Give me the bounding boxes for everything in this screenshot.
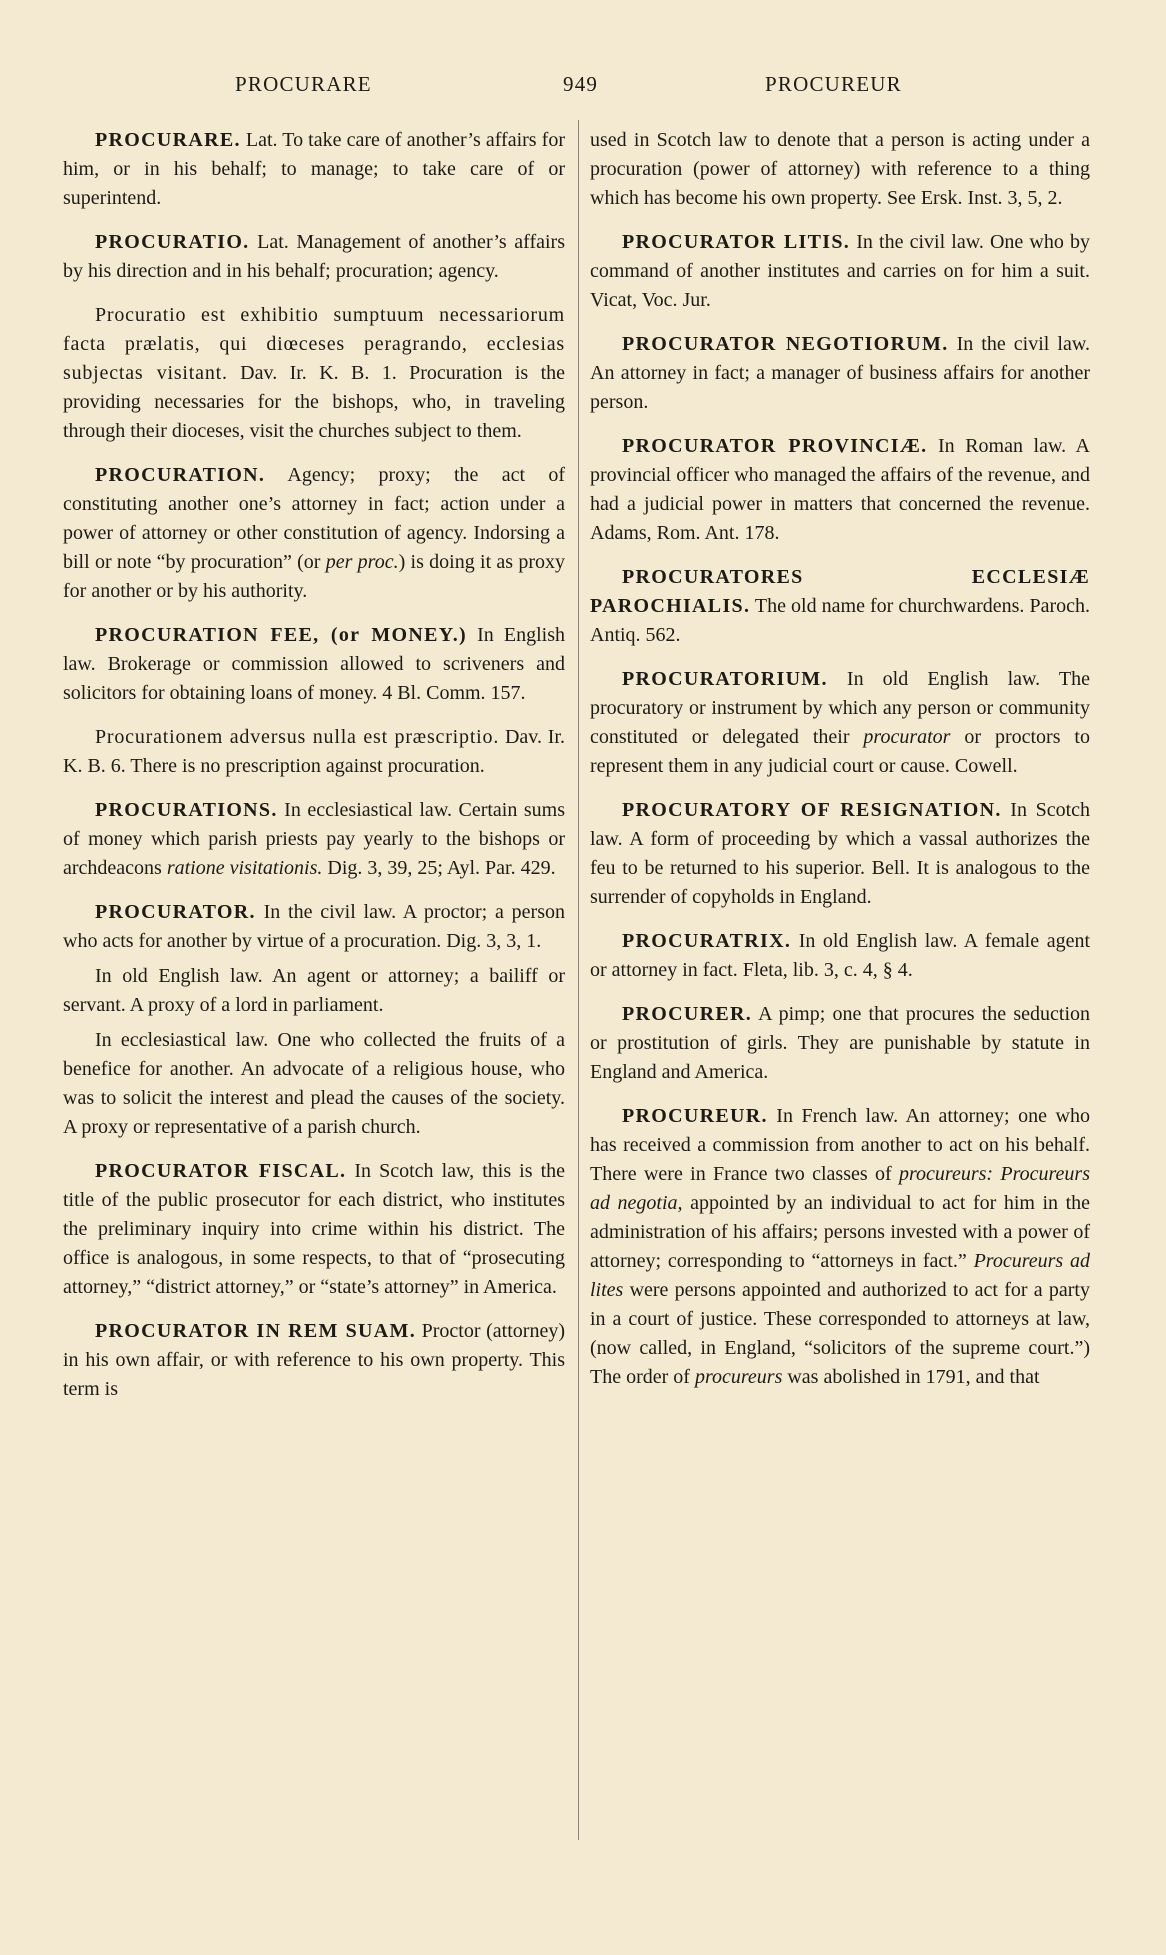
entry-definition: The old name for churchwardens. Paroch. Antiq. 562. (590, 595, 1090, 646)
entry-headword: PROCURARE. (95, 129, 241, 151)
maxim-translation: Dav. Ir. K. B. 6. There is no prescription against procuration. (63, 726, 565, 777)
entry-procuratores-ecclesiae (590, 563, 1090, 650)
entry-continuation: used in Scotch law to denote that a person is acting under a procuration (power of attorney) with reference to a thing which has become his own property. See Ersk. Inst. 3, 5, 2. (590, 129, 1090, 209)
maxim-text: Procurationem adversus nulla est præscriptio. (95, 726, 500, 748)
entry-procuration (63, 461, 565, 606)
running-head-right: PROCUREUR (765, 72, 902, 96)
entry-definition: In Roman law. A provincial officer who managed the affairs of the revenue, and had a judicial power in matters that concerned the revenue. Adams, Rom. Ant. 178. (590, 435, 1090, 544)
entry-headword: PROCURATORES ECCLESIÆ PAROCHIALIS. (590, 566, 1090, 617)
entry-definition-cont: was abolished in 1791, and that (782, 1366, 1040, 1388)
entry-headword: PROCURATOR LITIS. (622, 231, 851, 253)
entry-definition-cont: or proctors to represent them in any judicial court or cause. Cowell. (590, 726, 1090, 777)
entry-procurator-litis (590, 228, 1090, 315)
entry-headword: PROCURATOR IN REM SUAM. (95, 1320, 417, 1342)
entry-definition: Agency; proxy; the act of constituting another one’s attorney in fact; action under a power of attorney or other constitution of agency. Indorsing a bill or note “by procuration” (or (63, 464, 565, 573)
maxim-translation: Dav. Ir. K. B. 1. Procuration is the providing necessaries for the bishops, who, in traveling through their dioceses, visit the churches subject to them. (63, 362, 565, 442)
maxim-text: Procuratio est exhibitio sumptuum necessariorum facta prælatis, qui diœceses peragrando, ecclesias subjectas visitant. (63, 304, 565, 384)
entry-headword: PROCURATION FEE, (or MONEY.) (95, 624, 467, 646)
entry-definition: A pimp; one that procures the seduction or prostitution of girls. They are punishable by statute in England and America. (590, 1003, 1090, 1083)
entry-definition: In French law. An attorney; one who has received a commission from another to act on his behalf. There were in France two classes of (590, 1105, 1090, 1185)
entry-definition: In the civil law. An attorney in fact; a manager of business affairs for another person. (590, 333, 1090, 413)
entry-procurations (63, 796, 565, 883)
entry-definition: In old English law. A female agent or attorney in fact. Fleta, lib. 3, c. 4, § 4. (590, 930, 1090, 981)
entry-headword: PROCURATION. (95, 464, 266, 486)
right-column (590, 126, 1090, 1407)
entry-definition: In Scotch law, this is the title of the public prosecutor for each district, who institutes the preliminary inquiry into crime within his district. The office is analogous, in some respects, to that of “prosecuting attorney,” “district attorney,” or “state’s attorney” in America. (63, 1160, 566, 1298)
italic-term: per proc. (325, 551, 399, 573)
entry-headword: PROCURATIONS. (95, 799, 278, 821)
entry-headword: PROCURATOR FISCAL. (95, 1160, 347, 1182)
entry-procurer (590, 1000, 1090, 1087)
entry-headword: PROCUREUR. (622, 1105, 768, 1127)
entry-procurator-fiscal (63, 1157, 565, 1302)
entry-definition: Lat. To take care of another’s affairs for him, or in his behalf; to manage; to take care of or superintend. (63, 129, 565, 209)
italic-term: Procureurs ad lites (590, 1250, 1090, 1301)
entry-procurator (63, 898, 565, 956)
entry-headword: PROCURATOR. (95, 901, 256, 923)
entry-procureur (590, 1102, 1090, 1392)
entry-headword: PROCURATORIUM. (622, 668, 828, 690)
entry-headword: PROCURATORY OF RESIGNATION. (622, 799, 1002, 821)
entry-procuratorium (590, 665, 1090, 781)
left-column (63, 126, 565, 1419)
entry-definition-cont: ) is doing it as proxy for another or by his authority. (63, 551, 566, 602)
entry-procurator-negotiorum (590, 330, 1090, 417)
italic-term: procurator (863, 726, 951, 748)
entry-headword: PROCURATOR PROVINCIÆ. (622, 435, 928, 457)
entry-procurare (63, 126, 565, 213)
entry-procurator-provinciae (590, 432, 1090, 548)
entry-definition: In the civil law. A proctor; a person who acts for another by virtue of a procuration. Dig. 3, 3, 1. (63, 901, 565, 952)
entry-procuratrix (590, 927, 1090, 985)
entry-procuratio (63, 228, 565, 286)
entry-headword: PROCURATIO. (95, 231, 250, 253)
entry-headword: PROCURATOR NEGOTIORUM. (622, 333, 949, 355)
entry-definition-cont: appointed by an individual to act for him in the administration of his affairs; persons invested with a power of attorney; corresponding to “attorneys in fact.” (590, 1192, 1090, 1272)
running-head-left: PROCURARE (235, 72, 372, 96)
running-head (0, 72, 1166, 104)
entry-procurator-sense-english: In old English law. An agent or attorney; a bailiff or servant. A proxy of a lord in parliament. (63, 965, 565, 1016)
entry-headword: PROCURATRIX. (622, 930, 792, 952)
italic-term: ratione visitationis. (166, 857, 323, 879)
entry-definition: In Scotch law. A form of proceeding by which a vassal authorizes the feu to be returned to his superior. Bell. It is analogous to the surrender of copyholds in England. (590, 799, 1091, 908)
italic-term: procureurs: Procureurs ad negotia, (590, 1163, 1090, 1214)
entry-definition: Proctor (attorney) in his own affair, or with reference to his own property. This term is (63, 1320, 565, 1400)
italic-term: procureurs (694, 1366, 783, 1388)
entry-definition-cont: were persons appointed and authorized to act for a party in a court of justice. These corresponded to attorneys at law, (now called, in England, “solicitors of the supreme court.”) The order of (590, 1279, 1090, 1388)
entry-definition: In English law. Brokerage or commission allowed to scriveners and solicitors for obtaining loans of money. 4 Bl. Comm. 157. (63, 624, 565, 704)
column-divider (578, 120, 579, 1840)
entry-procurator-sense-ecclesiastical: In ecclesiastical law. One who collected the fruits of a benefice for another. An advocate of a religious house, who was to solicit the interest and plead the causes of the society. A proxy or representative of a parish church. (63, 1029, 565, 1138)
entry-procuration-fee (63, 621, 565, 708)
entry-procuratory-of-resignation (590, 796, 1090, 912)
entry-definition: In ecclesiastical law. Certain sums of money which parish priests pay yearly to the bishops or archdeacons (63, 799, 565, 879)
maxim-procurationem (63, 723, 565, 781)
entry-procurator-in-rem-suam (63, 1317, 565, 1404)
entry-definition: Lat. Management of another’s affairs by his direction and in his behalf; procuration; agency. (63, 231, 565, 282)
page-number: 949 (563, 72, 599, 96)
maxim-procuratio-est (63, 301, 565, 446)
entry-definition: In the civil law. One who by command of another institutes and carries on for him a suit. Vicat, Voc. Jur. (590, 231, 1090, 311)
entry-definition-cont: Dig. 3, 39, 25; Ayl. Par. 429. (322, 857, 556, 879)
entry-definition: In old English law. The procuratory or instrument by which any person or community constituted or delegated their (590, 668, 1090, 748)
entry-headword: PROCURER. (622, 1003, 753, 1025)
